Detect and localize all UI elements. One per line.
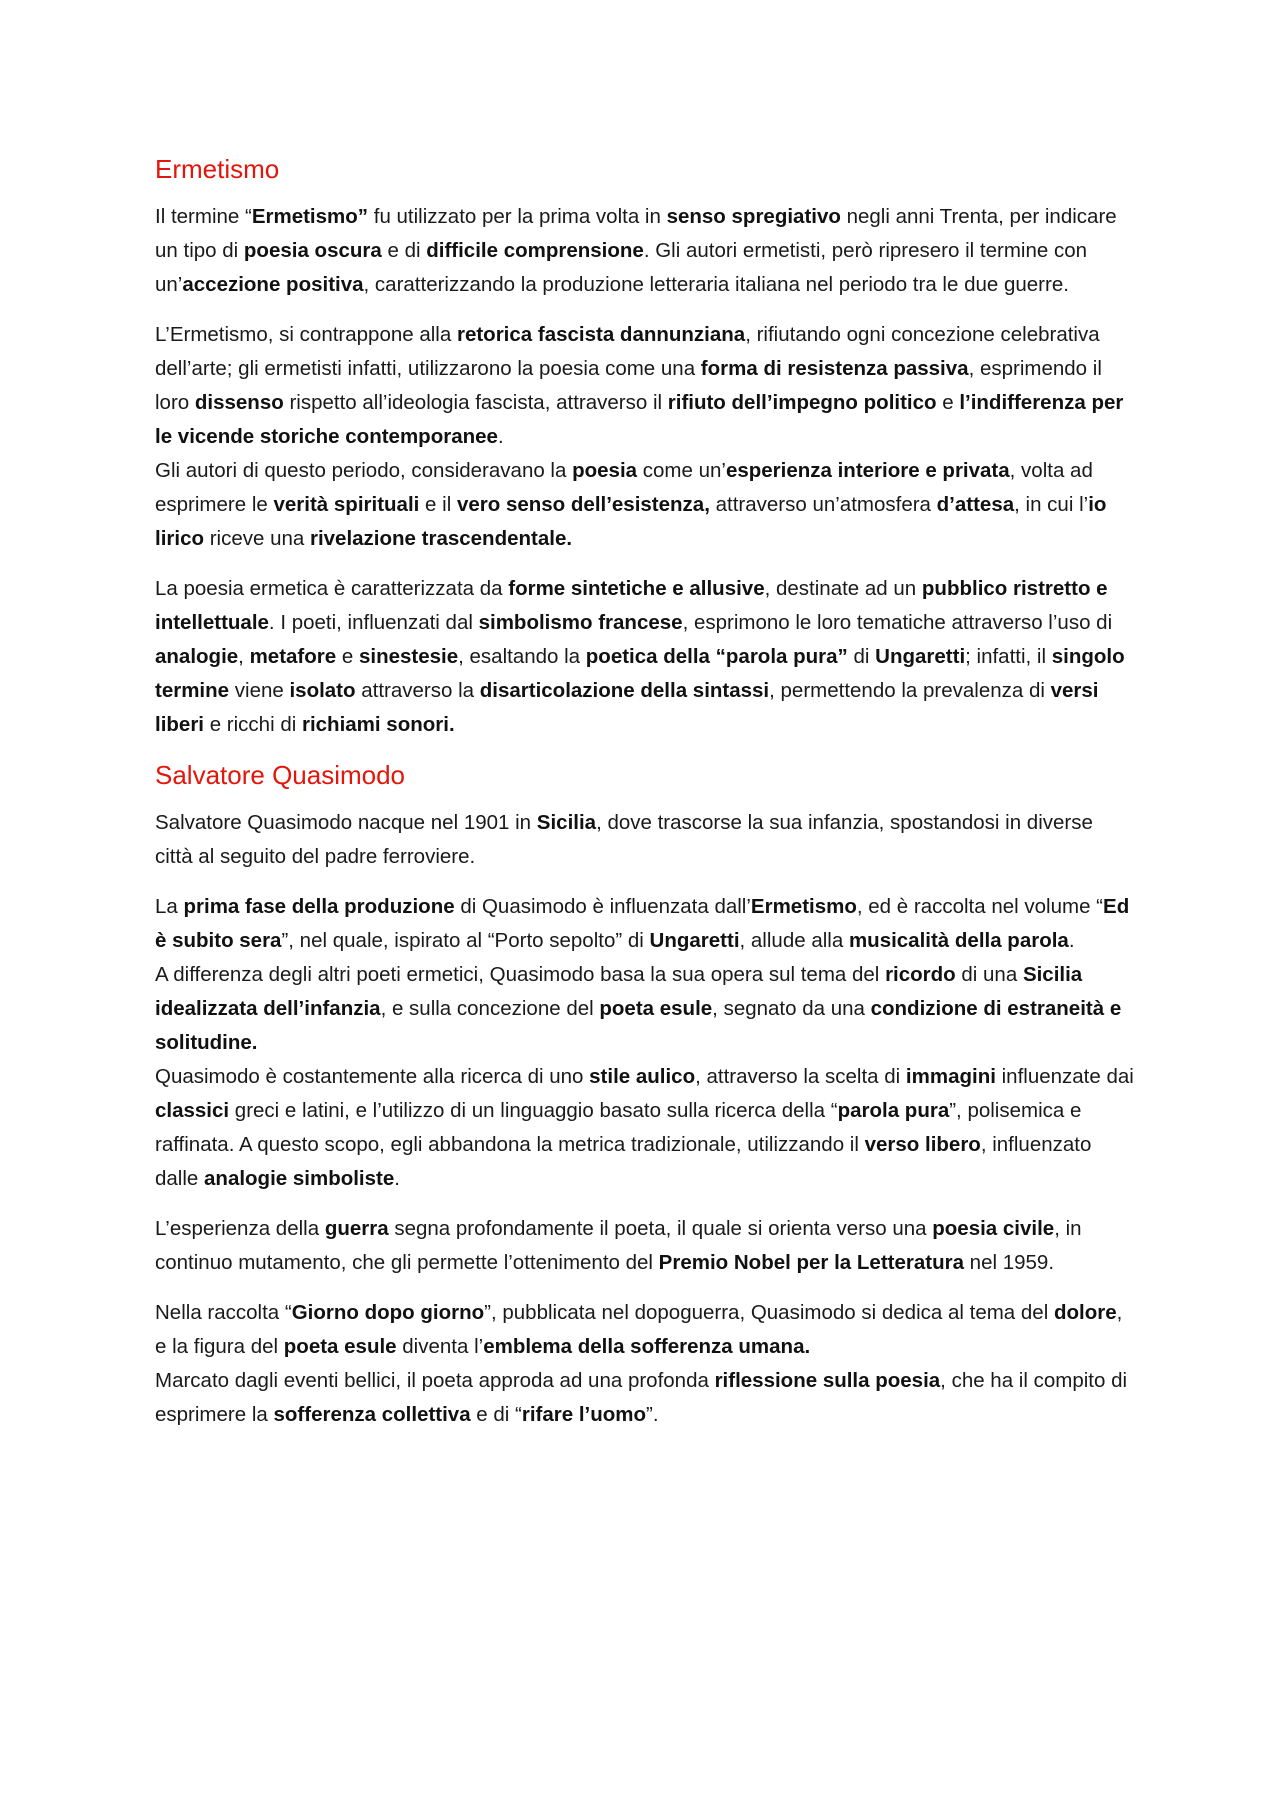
paragraph-line-block	[155, 1060, 1135, 1196]
text-run: .	[497, 425, 504, 448]
section-heading: Ermetismo	[155, 154, 280, 184]
bold-text: Giorno dopo giorno	[291, 1301, 485, 1324]
text-run: diventa l’	[396, 1335, 484, 1358]
text-run: di	[847, 645, 876, 668]
bold-text: immagini	[905, 1065, 996, 1088]
text-run: , esaltando la	[458, 645, 586, 668]
text-run: e di “	[470, 1403, 522, 1426]
bold-text: Sicilia	[536, 811, 597, 834]
text-run: , caratterizzando la produzione letteraria italiana nel periodo tra le due guerre.	[363, 273, 1069, 296]
paragraph-line-block	[155, 958, 1135, 1060]
bold-text: stile aulico	[589, 1065, 696, 1088]
text-run: ; infatti, il	[965, 645, 1052, 668]
text-run: , che ha il compito di esprimere la	[155, 1369, 1128, 1426]
paragraph	[155, 318, 1135, 556]
bold-text: rifiuto dell’impegno politico	[667, 391, 937, 414]
bold-text: dolore	[1053, 1301, 1117, 1324]
bold-text: vero senso dell’esistenza,	[456, 493, 710, 516]
text-run: , influenzato dalle	[155, 1133, 1092, 1190]
bold-text: poesia civile	[932, 1217, 1055, 1240]
text-run: ”, pubblicata nel dopoguerra, Quasimodo si dedica al tema del	[484, 1301, 1054, 1324]
paragraph-line-block	[155, 890, 1135, 958]
text-run: Salvatore Quasimodo nacque nel 1901 in	[155, 811, 537, 834]
text-run: . Gli autori ermetisti, però ripresero il termine con un’	[155, 239, 1087, 296]
text-run: Quasimodo è costantemente alla ricerca di uno	[155, 1065, 590, 1088]
paragraph-line-block	[155, 1364, 1135, 1432]
bold-text: musicalità della parola	[848, 929, 1069, 952]
text-run: , e sulla concezione del	[380, 997, 600, 1020]
bold-text: Ungaretti	[875, 645, 966, 668]
text-run: , in cui l’	[1014, 493, 1089, 516]
bold-text: richiami sonori.	[301, 713, 455, 736]
text-run: , ed è raccolta nel volume “	[856, 895, 1104, 918]
text-run: A differenza degli altri poeti ermetici, Quasimodo basa la sua opera sul tema del	[155, 963, 886, 986]
text-run: attraverso un’atmosfera	[709, 493, 937, 516]
bold-text: ricordo	[885, 963, 956, 986]
paragraph	[155, 1212, 1135, 1280]
text-run: , volta ad esprimere le	[155, 459, 1093, 516]
text-run: greci e latini, e l’utilizzo di un linguaggio basato sulla ricerca della “	[229, 1099, 838, 1122]
bold-text: singolo termine	[155, 645, 1125, 702]
bold-text: dissenso	[194, 391, 284, 414]
bold-text: Premio Nobel per la Letteratura	[658, 1251, 964, 1274]
section-salvatore-quasimodo	[155, 758, 1135, 1432]
bold-text: disarticolazione della sintassi	[479, 679, 770, 702]
bold-text: poeta esule	[283, 1335, 397, 1358]
bold-text: condizione di estraneità e solitudine.	[155, 997, 1122, 1054]
text-run: e	[936, 391, 960, 414]
text-run: ,	[238, 645, 250, 668]
paragraph-line-block	[155, 200, 1135, 302]
text-run: Marcato dagli eventi bellici, il poeta approda ad una profonda	[155, 1369, 715, 1392]
bold-text: poesia oscura	[243, 239, 382, 262]
bold-text: forma di resistenza passiva	[700, 357, 969, 380]
text-run: di una	[955, 963, 1023, 986]
text-run: .	[1068, 929, 1075, 952]
bold-text: Ed è subito sera	[155, 895, 1130, 952]
bold-text: difficile comprensione	[426, 239, 644, 262]
text-run: e il	[419, 493, 457, 516]
bold-text: d’attesa	[936, 493, 1015, 516]
text-run: ”, polisemica e raffinata. A questo scopo, egli abbandona la metrica tradizionale, utilizzando il	[155, 1099, 1082, 1156]
text-run: Gli autori di questo periodo, consideravano la	[155, 459, 573, 482]
bold-text: senso spregiativo	[666, 205, 841, 228]
bold-text: accezione positiva	[182, 273, 364, 296]
bold-text: riflessione sulla poesia	[714, 1369, 941, 1392]
bold-text: poesia	[572, 459, 638, 482]
bold-text: sinestesie	[358, 645, 459, 668]
text-run: , rifiutando ogni concezione celebrativa dell’arte; gli ermetisti infatti, utilizzarono la poesia come una	[155, 323, 1100, 380]
bold-text: l’indifferenza per le vicende storiche contemporanee	[155, 391, 1124, 448]
section-heading: Salvatore Quasimodo	[155, 760, 406, 790]
bold-text: Ermetismo	[750, 895, 857, 918]
text-run: .	[394, 1167, 400, 1190]
text-run: , esprimono le loro tematiche attraverso l’uso di	[682, 611, 1113, 634]
bold-text: metafore	[249, 645, 337, 668]
text-run: e	[336, 645, 359, 668]
text-run: segna profondamente il poeta, il quale si orienta verso una	[388, 1217, 933, 1240]
bold-text: poetica della “parola pura”	[585, 645, 848, 668]
text-run: riceve una	[204, 527, 310, 550]
text-run: attraverso la	[355, 679, 480, 702]
bold-text: rifare l’uomo	[521, 1403, 647, 1426]
bold-text: prima fase della produzione	[183, 895, 455, 918]
bold-text: guerra	[324, 1217, 389, 1240]
paragraph-line-block	[155, 572, 1135, 742]
bold-text: parola pura	[837, 1099, 950, 1122]
text-run: e di	[381, 239, 427, 262]
text-run: L’Ermetismo, si contrappone alla	[155, 323, 457, 346]
section-ermetismo	[155, 152, 1135, 742]
text-run: e ricchi di	[204, 713, 302, 736]
bold-text: esperienza interiore e privata	[725, 459, 1010, 482]
bold-text: classici	[155, 1099, 230, 1122]
bold-text: simbolismo francese	[478, 611, 683, 634]
text-run: di Quasimodo è influenzata dall’	[454, 895, 751, 918]
bold-text: analogie simboliste	[204, 1167, 395, 1190]
paragraph	[155, 890, 1135, 1196]
text-run: . I poeti, influenzati dal	[268, 611, 479, 634]
text-run: rispetto all’ideologia fascista, attraverso il	[283, 391, 668, 414]
text-run: , in continuo mutamento, che gli permette l’ottenimento del	[155, 1217, 1082, 1274]
bold-text: sofferenza collettiva	[273, 1403, 471, 1426]
paragraph	[155, 806, 1135, 874]
text-run: Nella raccolta “	[155, 1301, 292, 1324]
paragraph-line-block	[155, 1212, 1135, 1280]
text-run: , permettendo la prevalenza di	[769, 679, 1051, 702]
bold-text: versi liberi	[155, 679, 1099, 736]
bold-text: Sicilia idealizzata dell’infanzia	[155, 963, 1083, 1020]
text-run: , allude alla	[739, 929, 849, 952]
text-run: , esprimendo il loro	[155, 357, 1102, 414]
text-run: La poesia ermetica è caratterizzata da	[155, 577, 509, 600]
bold-text: io lirico	[155, 493, 1107, 550]
text-run: , attraverso la scelta di	[695, 1065, 906, 1088]
bold-text: rivelazione trascendentale.	[309, 527, 573, 550]
paragraph-line-block	[155, 806, 1135, 874]
text-run: La	[155, 895, 184, 918]
bold-text: isolato	[289, 679, 356, 702]
bold-text: pubblico ristretto e intellettuale	[155, 577, 1108, 634]
text-run: , destinate ad un	[764, 577, 922, 600]
document-page	[155, 152, 1135, 1448]
text-run: Il termine “	[155, 205, 252, 228]
text-run: come un’	[637, 459, 726, 482]
bold-text: analogie	[155, 645, 239, 668]
text-run: negli anni Trenta, per indicare un tipo di	[155, 205, 1117, 262]
paragraph	[155, 1296, 1135, 1432]
bold-text: verso libero	[864, 1133, 981, 1156]
paragraph-line-block	[155, 318, 1135, 454]
paragraph-line-block	[155, 1296, 1135, 1364]
text-run: ”.	[646, 1403, 659, 1426]
text-run: , segnato da una	[712, 997, 871, 1020]
bold-text: emblema della sofferenza umana.	[483, 1335, 811, 1358]
paragraph	[155, 200, 1135, 302]
bold-text: retorica fascista dannunziana	[456, 323, 746, 346]
text-run: influenzate dai	[995, 1065, 1134, 1088]
bold-text: verità spirituali	[273, 493, 420, 516]
text-run: , dove trascorse la sua infanzia, spostandosi in diverse città al seguito del padre ferroviere.	[155, 811, 1093, 868]
bold-text: Ermetismo”	[251, 205, 369, 228]
text-run: L’esperienza della	[155, 1217, 325, 1240]
text-run: viene	[229, 679, 290, 702]
bold-text: forme sintetiche e allusive	[508, 577, 765, 600]
text-run: fu utilizzato per la prima volta in	[368, 205, 667, 228]
paragraph	[155, 572, 1135, 742]
text-run: , e la figura del	[155, 1301, 1123, 1358]
paragraph-line-block	[155, 454, 1135, 556]
bold-text: poeta esule	[599, 997, 713, 1020]
text-run: nel 1959.	[963, 1251, 1055, 1274]
text-run: ”, nel quale, ispirato al “Porto sepolto” di	[281, 929, 650, 952]
bold-text: Ungaretti	[649, 929, 740, 952]
